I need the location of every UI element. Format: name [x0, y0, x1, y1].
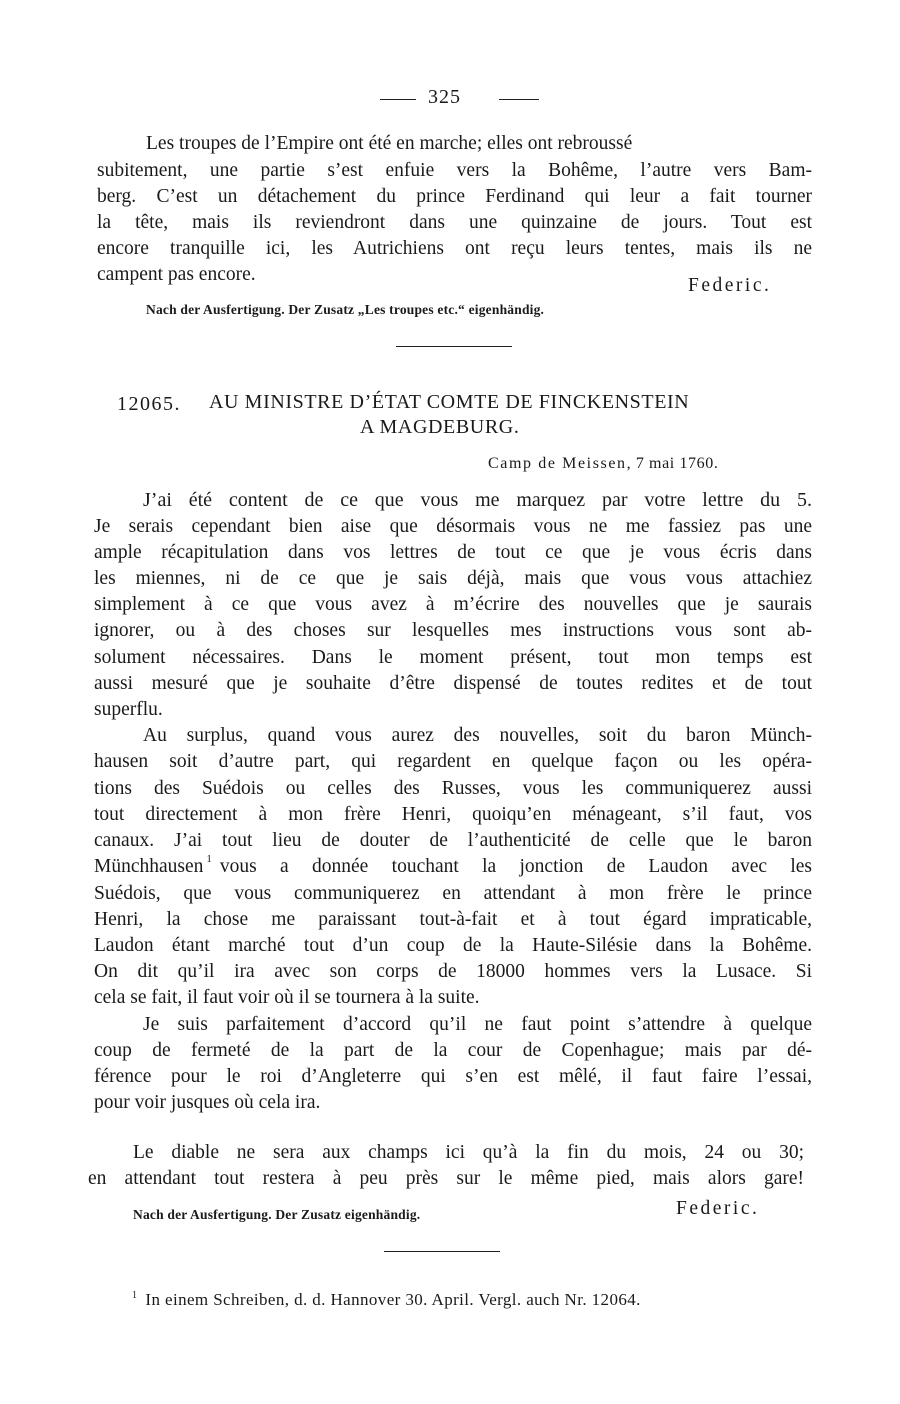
dateline	[488, 455, 718, 473]
text-line: hausen soit d’autre part, qui regardent en quelque façon ou les opéra-	[94, 751, 812, 772]
text-segment: Münchhausen	[94, 856, 204, 877]
text-line: Les troupes de l’Empire ont été en marche; elles ont rebroussé	[146, 133, 633, 154]
text-line: en attendant tout restera à peu près sur le même pied, mais alors gare!	[88, 1168, 804, 1189]
text-line: férence pour le roi d’Angleterre qui s’en est mêlé, il faut faire l’essai,	[94, 1066, 812, 1087]
page-number-dash-left	[380, 99, 416, 100]
text-line: solument nécessaires. Dans le moment présent, tout mon temps est	[94, 647, 812, 668]
text-line: tions des Suédois ou celles des Russes, vous les communiquerez aussi	[94, 778, 812, 799]
footnote-reference: 1	[206, 853, 212, 865]
text-segment: vous a donnée touchant la jonction de Laudon avec les	[219, 856, 812, 877]
dateline-place: Camp de Meissen	[488, 455, 627, 472]
text-line: Au surplus, quand vous aurez des nouvelles, soit du baron Münch-	[143, 725, 812, 746]
signature: Federic.	[688, 275, 772, 296]
text-line: campent pas encore.	[97, 264, 256, 285]
archival-note: Nach der Ausfertigung. Der Zusatz eigenhändig.	[133, 1207, 421, 1222]
text-line: berg. C’est un détachement du prince Ferdinand qui leur a fait tourner	[97, 186, 812, 207]
text-line: canaux. J’ai tout lieu de douter de l’authenticité de celle que le baron	[94, 830, 812, 851]
text-line: subitement, une partie s’est enfuie vers la Bohême, l’autre vers Bam-	[97, 160, 812, 181]
text-line: simplement à ce que vous avez à m’écrire des nouvelles que je saurais	[94, 594, 812, 615]
text-line: ample récapitulation dans vos lettres de tout ce que je vous écris dans	[94, 542, 812, 563]
text-line: Le diable ne sera aux champs ici qu’à la fin du mois, 24 ou 30;	[133, 1142, 804, 1163]
footnote	[132, 1290, 641, 1310]
text-line: encore tranquille ici, les Autrichiens ont reçu leurs tentes, mais ils ne	[97, 238, 812, 259]
text-line: coup de fermeté de la part de la cour de Copenhague; mais par dé-	[94, 1040, 812, 1061]
text-line: pour voir jusques où cela ira.	[94, 1092, 321, 1113]
text-line: tout directement à mon frère Henri, quoiqu’en ménageant, s’il faut, vos	[94, 804, 812, 825]
dateline-date: , 7 mai 1760.	[626, 455, 719, 472]
archival-note: Nach der Ausfertigung. Der Zusatz „Les troupes etc.“ eigenhändig.	[146, 302, 545, 317]
letter-number: 12065.	[117, 393, 181, 415]
letter-heading-place: A MAGDEBURG.	[360, 416, 520, 438]
signature: Federic.	[676, 1198, 760, 1219]
text-line: la tête, mais ils reviendront dans une quinzaine de jours. Tout est	[97, 212, 812, 233]
text-line: Henri, la chose me paraissant tout-à-fait et à tout égard impraticable,	[94, 909, 812, 930]
letter-heading: AU MINISTRE D’ÉTAT COMTE DE FINCKENSTEIN	[209, 391, 690, 413]
text-line-with-footnote	[94, 854, 812, 880]
text-line: On dit qu’il ira avec son corps de 18000 hommes vers la Lusace. Si	[94, 961, 812, 982]
text-line: les miennes, ni de ce que je sais déjà, mais que vous vous attachiez	[94, 568, 812, 589]
page-number-dash-right	[499, 99, 539, 100]
text-line: Laudon étant marché tout d’un coup de la Haute-Silésie dans la Bohême.	[94, 935, 812, 956]
footnote-text: In einem Schreiben, d. d. Hannover 30. April. Vergl. auch Nr. 12064.	[145, 1290, 641, 1309]
text-line: Suédois, que vous communiquerez en attendant à mon frère le prince	[94, 883, 812, 904]
text-line: aussi mesuré que je souhaite d’être dispensé de toutes redites et de tout	[94, 673, 812, 694]
text-line: Je serais cependant bien aise que désormais vous ne me fassiez pas une	[94, 516, 812, 537]
footnote-mark: 1	[132, 1290, 138, 1302]
text-line: J’ai été content de ce que vous me marquez par votre lettre du 5.	[143, 489, 812, 511]
text-line: Je suis parfaitement d’accord qu’il ne faut point s’attendre à quelque	[143, 1014, 812, 1035]
text-line: superflu.	[94, 699, 163, 720]
text-line: cela se fait, il faut voir où il se tournera à la suite.	[94, 987, 480, 1008]
divider	[384, 1251, 500, 1252]
text-line: ignorer, ou à des choses sur lesquelles mes instructions vous sont ab-	[94, 620, 812, 641]
divider	[396, 346, 512, 347]
page-number: 325	[428, 86, 461, 108]
